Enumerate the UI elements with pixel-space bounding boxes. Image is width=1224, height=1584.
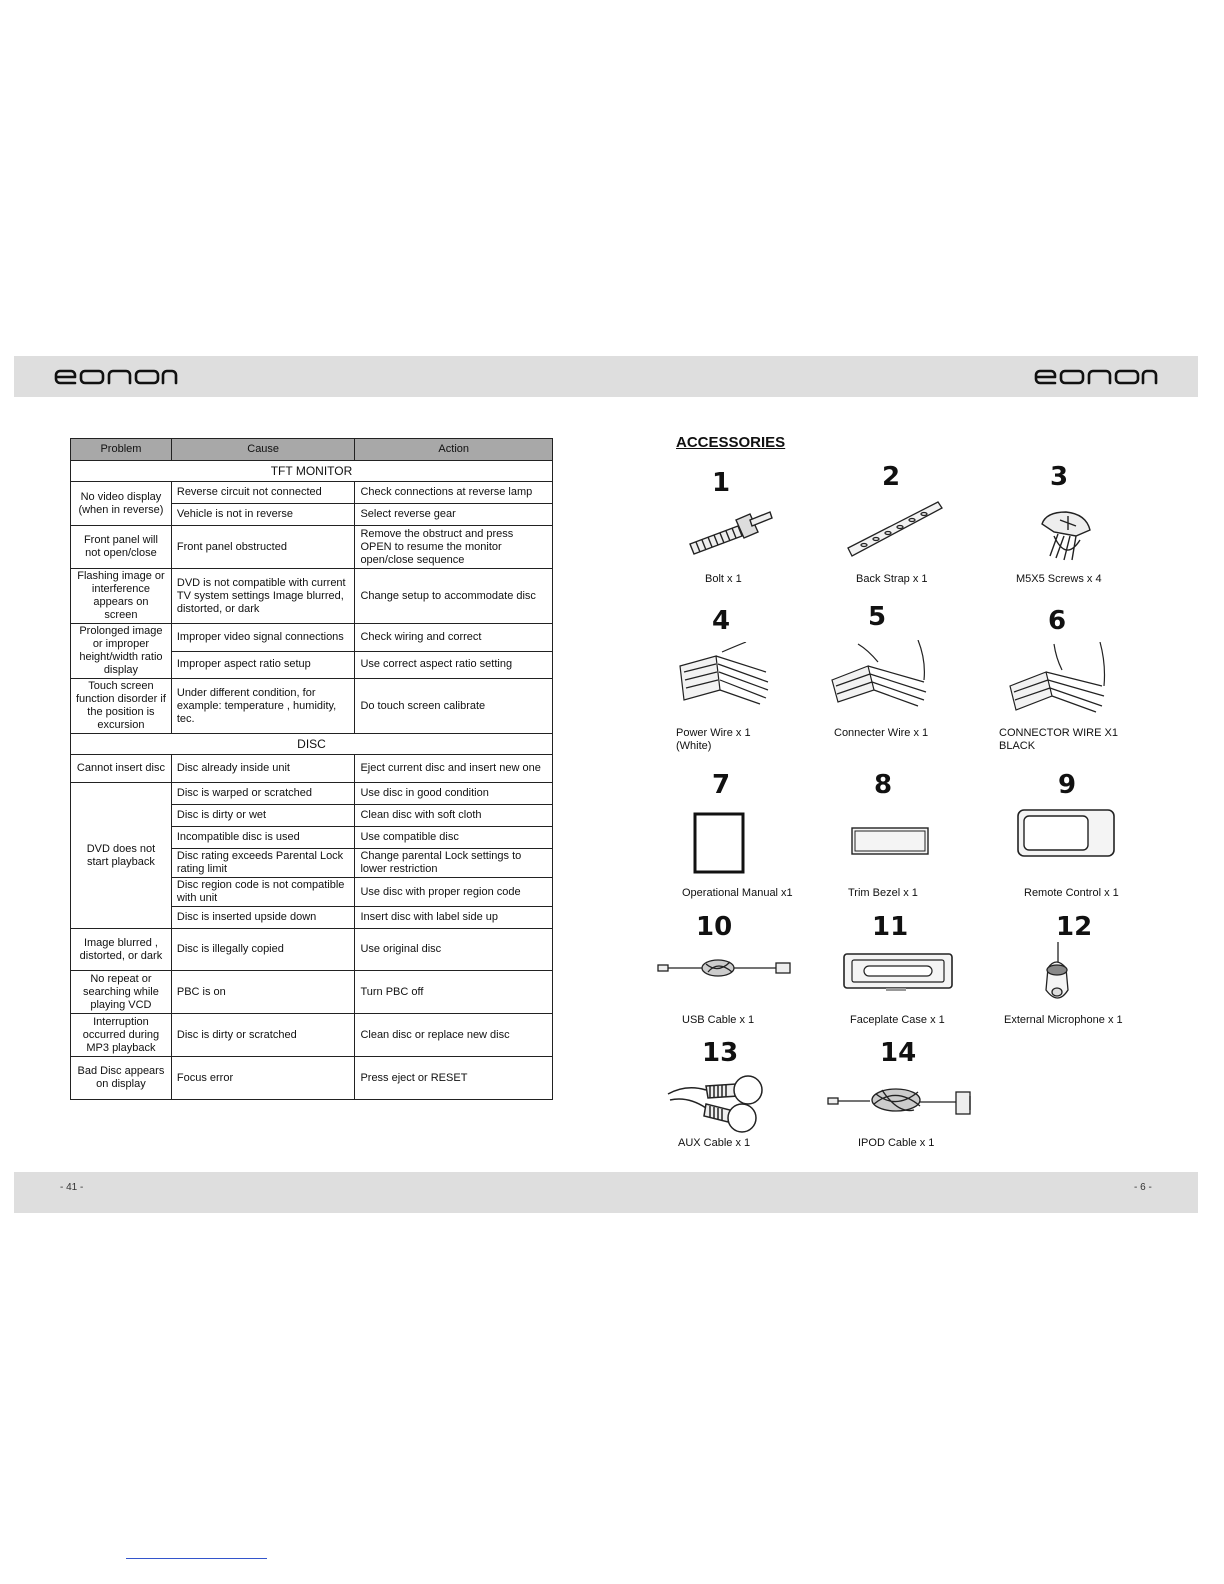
table-header-row <box>71 439 553 461</box>
column-header: Cause <box>171 439 355 461</box>
action-cell: Check connections at reverse lamp <box>355 482 553 504</box>
accessory-number: 10 <box>696 912 733 942</box>
accessory-number: 14 <box>880 1038 917 1068</box>
manual-icon <box>692 812 746 874</box>
cause-cell: Under different condition, for example: temperature , humidity, tec. <box>171 679 355 734</box>
cause-cell: Disc is dirty or wet <box>171 805 355 827</box>
aux-cable-icon <box>666 1074 778 1136</box>
accessory-caption: Trim Bezel x 1 <box>848 887 918 899</box>
bolt-icon <box>684 506 774 556</box>
accessory-caption: CONNECTOR WIRE X1 BLACK <box>999 727 1118 752</box>
cause-cell: Focus error <box>171 1057 355 1100</box>
usb-cable-icon <box>656 954 796 984</box>
action-cell: Insert disc with label side up <box>355 907 553 929</box>
bezel-icon <box>850 826 930 856</box>
accessory-caption: Bolt x 1 <box>705 573 742 585</box>
cause-cell: Disc already inside unit <box>171 755 355 783</box>
cause-cell: Vehicle is not in reverse <box>171 504 355 526</box>
cause-cell: Improper video signal connections <box>171 624 355 652</box>
case-icon <box>842 952 956 994</box>
problem-cell: Bad Disc appears on display <box>71 1057 172 1100</box>
brand-logo-left <box>54 366 178 388</box>
accessory-number: 4 <box>712 606 731 636</box>
cause-cell: Disc is inserted upside down <box>171 907 355 929</box>
problem-cell: No repeat or searching while playing VCD <box>71 971 172 1014</box>
connector-icon <box>828 640 932 710</box>
accessory-caption: Connecter Wire x 1 <box>834 727 929 739</box>
accessory-number: 6 <box>1048 606 1067 636</box>
cause-cell: Incompatible disc is used <box>171 827 355 849</box>
accessory-caption: Faceplate Case x 1 <box>850 1014 945 1026</box>
accessory-caption: Operational Manual x1 <box>682 887 793 899</box>
column-header: Action <box>355 439 553 461</box>
accessory-number: 8 <box>874 770 893 800</box>
cause-cell: Front panel obstructed <box>171 526 355 569</box>
link-underline <box>126 1558 267 1559</box>
accessory-caption: Power Wire x 1 (White) <box>676 727 751 752</box>
cause-cell: Disc is dirty or scratched <box>171 1014 355 1057</box>
microphone-icon <box>1034 942 1078 1008</box>
action-cell: Use original disc <box>355 929 553 971</box>
action-cell: Remove the obstruct and press OPEN to resume the monitor open/close sequence <box>355 526 553 569</box>
action-cell: Do touch screen calibrate <box>355 679 553 734</box>
cause-cell: Disc region code is not compatible with unit <box>171 878 355 907</box>
action-cell: Clean disc with soft cloth <box>355 805 553 827</box>
action-cell: Eject current disc and insert new one <box>355 755 553 783</box>
accessory-number: 12 <box>1056 912 1093 942</box>
accessory-number: 1 <box>712 468 731 498</box>
section-heading-tft: TFT MONITOR <box>71 461 553 482</box>
problem-cell: Touch screen function disorder if the position is excursion <box>71 679 172 734</box>
accessory-number: 5 <box>868 602 887 632</box>
header-band <box>14 356 1198 397</box>
accessory-caption: External Microphone x 1 <box>1004 1014 1123 1026</box>
action-cell: Use disc with proper region code <box>355 878 553 907</box>
troubleshooting-table <box>70 438 553 1100</box>
connector-icon <box>676 642 776 712</box>
column-header: Problem <box>71 439 172 461</box>
connector-icon <box>1006 642 1110 716</box>
problem-cell: DVD does not start playback <box>71 783 172 929</box>
problem-cell: Prolonged image or improper height/width ratio display <box>71 624 172 679</box>
section-heading-disc: DISC <box>71 734 553 755</box>
page-number-right: - 6 - <box>1134 1182 1152 1193</box>
accessory-caption: USB Cable x 1 <box>682 1014 755 1026</box>
action-cell: Check wiring and correct <box>355 624 553 652</box>
footer-band <box>14 1172 1198 1213</box>
cause-cell: DVD is not compatible with current TV system settings Image blurred, distorted, or dark <box>171 569 355 624</box>
accessory-number: 9 <box>1058 770 1077 800</box>
page-number-left: - 41 - <box>60 1182 84 1193</box>
problem-cell: Interruption occurred during MP3 playback <box>71 1014 172 1057</box>
problem-cell: Cannot insert disc <box>71 755 172 783</box>
brand-logo-right <box>1034 366 1158 388</box>
action-cell: Change parental Lock settings to lower restriction <box>355 849 553 878</box>
cause-cell: Reverse circuit not connected <box>171 482 355 504</box>
strap-icon <box>844 498 944 562</box>
action-cell: Clean disc or replace new disc <box>355 1014 553 1057</box>
problem-cell: Flashing image or interference appears on screen <box>71 569 172 624</box>
action-cell: Change setup to accommodate disc <box>355 569 553 624</box>
remote-icon <box>1016 808 1118 860</box>
accessory-number: 3 <box>1050 462 1069 492</box>
action-cell: Use disc in good condition <box>355 783 553 805</box>
accessory-number: 11 <box>872 912 909 942</box>
action-cell: Use correct aspect ratio setting <box>355 651 553 679</box>
action-cell: Select reverse gear <box>355 504 553 526</box>
accessory-caption: Remote Control x 1 <box>1024 887 1119 899</box>
problem-cell: Image blurred , distorted, or dark <box>71 929 172 971</box>
accessory-number: 13 <box>702 1038 739 1068</box>
accessory-caption: AUX Cable x 1 <box>678 1137 751 1149</box>
accessories-title: ACCESSORIES <box>676 434 786 451</box>
screw-icon <box>1036 506 1096 566</box>
ipod-cable-icon <box>826 1084 976 1120</box>
accessory-number: 2 <box>882 462 901 492</box>
problem-cell: No video display (when in reverse) <box>71 482 172 526</box>
cause-cell: Disc is illegally copied <box>171 929 355 971</box>
cause-cell: Disc rating exceeds Parental Lock rating limit <box>171 849 355 878</box>
action-cell: Use compatible disc <box>355 827 553 849</box>
cause-cell: Improper aspect ratio setup <box>171 651 355 679</box>
action-cell: Press eject or RESET <box>355 1057 553 1100</box>
action-cell: Turn PBC off <box>355 971 553 1014</box>
cause-cell: Disc is warped or scratched <box>171 783 355 805</box>
accessory-caption: M5X5 Screws x 4 <box>1016 573 1102 585</box>
problem-cell: Front panel will not open/close <box>71 526 172 569</box>
accessory-caption: Back Strap x 1 <box>856 573 928 585</box>
cause-cell: PBC is on <box>171 971 355 1014</box>
accessory-number: 7 <box>712 770 731 800</box>
accessory-caption: IPOD Cable x 1 <box>858 1137 935 1149</box>
